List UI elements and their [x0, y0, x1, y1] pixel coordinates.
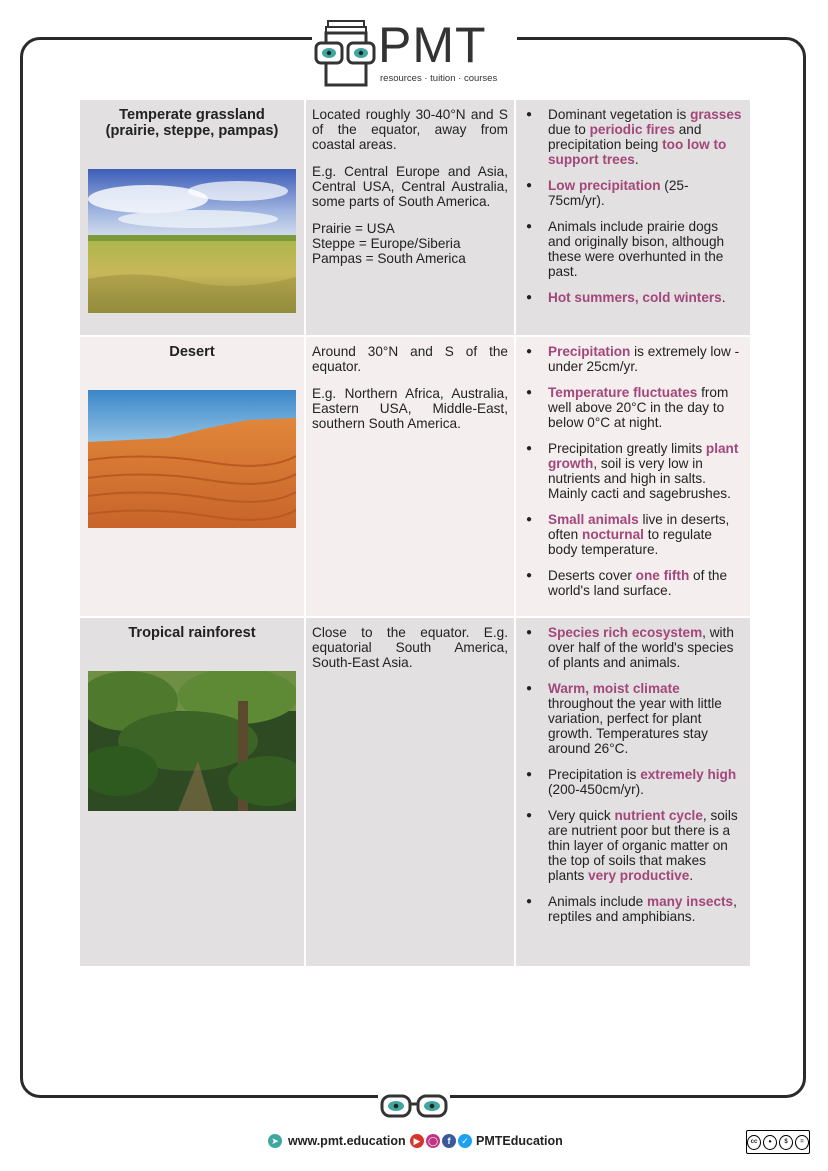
fact-item: [548, 178, 744, 208]
fact-text: Animals include: [548, 894, 647, 909]
social-handle: PMTEducation: [476, 1134, 563, 1148]
facts-cell: [515, 100, 750, 336]
fact-item: [548, 290, 744, 305]
fact-text: .: [634, 152, 639, 167]
fact-text: from well above 20°C in the day to below 0°C at night.: [548, 385, 729, 430]
desert-photo: [88, 390, 296, 528]
fact-highlight: Species rich ecosystem: [548, 625, 703, 640]
fact-text: Deserts cover: [548, 568, 636, 583]
fact-text: of the world's land surface.: [548, 568, 728, 598]
fact-list: [522, 107, 744, 305]
fact-highlight: Small animals: [548, 512, 639, 527]
fact-item: [548, 767, 744, 797]
fact-text: , reptiles and amphibians.: [548, 894, 737, 924]
website-text: www.pmt.education: [288, 1134, 406, 1148]
book-glasses-icon: [314, 19, 376, 89]
fact-text: live in deserts, often: [548, 512, 730, 542]
fact-text: Dominant vegetation is: [548, 107, 691, 122]
fact-highlight: plant growth: [548, 441, 739, 471]
fact-highlight: very productive: [588, 868, 690, 883]
region-pampas: Pampas = South America: [312, 251, 466, 266]
fact-item: [548, 219, 744, 279]
example-text: E.g. Central Europe and Asia, Central USA, Central Australia, some parts of South America.: [312, 164, 508, 209]
fact-highlight: nutrient cycle: [614, 808, 703, 823]
fact-highlight: one fifth: [635, 568, 690, 583]
biome-name: Temperate grassland (prairie, steppe, pampas): [105, 107, 279, 139]
nc-icon: $: [779, 1135, 793, 1150]
fact-item: [548, 568, 744, 598]
fact-text: , soil is very low in nutrients and high in salts. Mainly cacti and sagebrushes.: [548, 456, 731, 501]
fact-text: , soils are nutrient poor but there is a thin layer of organic matter on the top of soils that makes plants: [548, 808, 738, 883]
fact-item: [548, 808, 744, 883]
fact-item: [548, 625, 744, 670]
fact-item: [548, 107, 744, 167]
location-text: Around 30°N and S of the equator.: [312, 344, 508, 374]
facts-cell: [515, 617, 750, 966]
rainforest-photo: [88, 671, 296, 811]
fact-text: Very quick: [548, 808, 615, 823]
twitter-icon[interactable]: ✓: [458, 1134, 472, 1148]
cc-icon: cc: [747, 1135, 761, 1150]
cursor-icon: ➤: [268, 1134, 282, 1148]
website-link[interactable]: [268, 1134, 406, 1148]
logo-tagline: resources · tuition · courses: [380, 73, 498, 84]
biome-cell: [80, 617, 305, 966]
location-text: Located roughly 30-40°N and S of the equator, away from coastal areas.: [312, 107, 508, 152]
table-row: [80, 100, 750, 336]
location-cell: [305, 100, 515, 336]
fact-text: Precipitation is: [548, 767, 641, 782]
fact-text: throughout the year with little variation, perfect for plant growth. Temperatures stay around 26°C.: [548, 696, 722, 756]
fact-item: [548, 441, 744, 501]
logo-text: PMT: [378, 17, 487, 73]
fact-highlight: Temperature fluctuates: [548, 385, 698, 400]
fact-item: [548, 512, 744, 557]
fact-text: Precipitation greatly limits: [548, 441, 706, 456]
fact-highlight: nocturnal: [582, 527, 644, 542]
example-text: E.g. Northern Africa, Australia, Eastern USA, Middle-East, southern South America.: [312, 386, 508, 431]
table-row: [80, 617, 750, 966]
fact-highlight: Hot summers, cold winters: [548, 290, 722, 305]
fact-highlight: many insects: [646, 894, 734, 909]
fact-item: [548, 894, 744, 924]
fact-text: due to: [548, 122, 590, 137]
table-row: [80, 336, 750, 617]
fact-text: Animals include prairie dogs and originally bison, although these were overhunted in the past.: [548, 219, 725, 279]
fact-text: (200-450cm/yr).: [548, 782, 644, 797]
location-text: Close to the equator. E.g. equatorial South America, South-East Asia.: [312, 625, 508, 670]
fact-highlight: too low to support trees: [548, 137, 727, 167]
fact-list: [522, 344, 744, 598]
fact-text: .: [721, 290, 726, 305]
instagram-icon[interactable]: ◯: [427, 1136, 439, 1146]
facebook-icon[interactable]: f: [442, 1134, 456, 1148]
fact-item: [548, 681, 744, 756]
youtube-icon[interactable]: ▶: [410, 1134, 424, 1148]
glasses-icon: [378, 1090, 450, 1122]
social-links[interactable]: [410, 1134, 563, 1148]
footer: [0, 1130, 828, 1154]
biome-table: [80, 100, 750, 966]
by-icon: ●: [763, 1135, 777, 1150]
fact-highlight: extremely high: [640, 767, 737, 782]
pmt-logo: [312, 15, 517, 93]
location-cell: [305, 617, 515, 966]
facts-cell: [515, 336, 750, 617]
fact-text: and precipitation being: [548, 122, 702, 152]
creative-commons-badge: [746, 1130, 810, 1154]
fact-highlight: periodic fires: [589, 122, 675, 137]
nd-icon: =: [795, 1135, 809, 1150]
biome-cell: [80, 100, 305, 336]
fact-highlight: grasses: [690, 107, 742, 122]
location-cell: [305, 336, 515, 617]
fact-text: (25-75cm/yr).: [548, 178, 689, 208]
fact-item: [548, 385, 744, 430]
fact-text: to regulate body temperature.: [548, 527, 712, 557]
fact-text: is extremely low - under 25cm/yr.: [548, 344, 740, 374]
biome-name: Desert: [169, 344, 215, 360]
fact-text: .: [689, 868, 694, 883]
biome-cell: [80, 336, 305, 617]
fact-highlight: Precipitation: [548, 344, 631, 359]
fact-item: [548, 344, 744, 374]
fact-text: , with over half of the world's species of plants and animals.: [548, 625, 734, 670]
fact-highlight: Low precipitation: [548, 178, 661, 193]
grassland-photo: [88, 169, 296, 313]
fact-highlight: Warm, moist climate: [548, 681, 680, 696]
fact-list: [522, 625, 744, 924]
region-prairie: Prairie = USA: [312, 221, 395, 236]
biome-name: Tropical rainforest: [128, 625, 256, 641]
region-steppe: Steppe = Europe/Siberia: [312, 236, 461, 251]
